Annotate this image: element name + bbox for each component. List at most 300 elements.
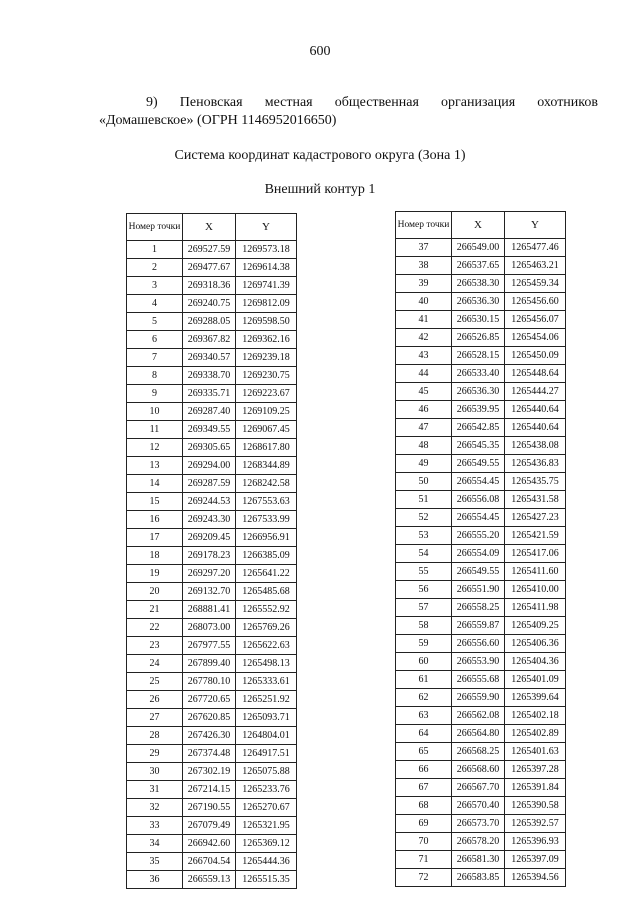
y-coordinate-cell: 1265463.21 [505,257,566,275]
y-coordinate-cell: 1265456.60 [505,293,566,311]
point-number-cell: 32 [127,799,183,817]
organization-heading-line2: «Домашевское» (ОГРН 1146952016650) [99,113,337,128]
table-row [127,871,297,889]
table-row [396,779,566,797]
table-row [127,763,297,781]
y-coordinate-cell: 1265498.13 [236,655,297,673]
point-number-cell: 66 [396,761,452,779]
x-coordinate-cell: 266704.54 [183,853,236,871]
y-coordinate-cell: 1265369.12 [236,835,297,853]
y-coordinate-cell: 1265399.64 [505,689,566,707]
point-number-cell: 25 [127,673,183,691]
x-coordinate-cell: 266558.25 [452,599,505,617]
y-coordinate-cell: 1265321.95 [236,817,297,835]
x-coordinate-cell: 269178.23 [183,547,236,565]
y-header: Y [505,212,566,239]
table-row [396,257,566,275]
y-coordinate-cell: 1265427.23 [505,509,566,527]
y-coordinate-cell: 1265402.18 [505,707,566,725]
point-number-cell: 19 [127,565,183,583]
x-coordinate-cell: 268073.00 [183,619,236,637]
y-coordinate-cell: 1265390.58 [505,797,566,815]
x-coordinate-cell: 269287.59 [183,475,236,493]
point-number-cell: 4 [127,295,183,313]
point-number-cell: 26 [127,691,183,709]
y-coordinate-cell: 1265075.88 [236,763,297,781]
table-row [127,295,297,313]
point-number-cell: 68 [396,797,452,815]
y-coordinate-cell: 1269598.50 [236,313,297,331]
point-number-cell: 69 [396,815,452,833]
point-number-cell: 24 [127,655,183,673]
y-coordinate-cell: 1265396.93 [505,833,566,851]
contour-title: Внешний контур 1 [264,182,376,197]
x-coordinate-cell: 267426.30 [183,727,236,745]
x-header: X [452,212,505,239]
y-coordinate-cell: 1265394.56 [505,869,566,887]
point-number-cell: 7 [127,349,183,367]
y-coordinate-cell: 1265515.35 [236,871,297,889]
table-header-row [396,212,566,239]
table-row [396,473,566,491]
point-number-cell: 59 [396,635,452,653]
x-coordinate-cell: 266549.00 [452,239,505,257]
point-number-cell: 30 [127,763,183,781]
x-coordinate-cell: 266536.30 [452,383,505,401]
x-coordinate-cell: 266554.09 [452,545,505,563]
table-row [127,853,297,871]
point-number-cell: 17 [127,529,183,547]
y-coordinate-cell: 1265270.67 [236,799,297,817]
table-row [396,383,566,401]
y-coordinate-cell: 1265391.84 [505,779,566,797]
y-coordinate-cell: 1265440.64 [505,419,566,437]
point-number-cell: 67 [396,779,452,797]
x-coordinate-cell: 266556.08 [452,491,505,509]
y-coordinate-cell: 1265454.06 [505,329,566,347]
y-coordinate-cell: 1264917.51 [236,745,297,763]
table-row [127,277,297,295]
y-coordinate-cell: 1265392.57 [505,815,566,833]
point-number-cell: 6 [127,331,183,349]
table-row [396,491,566,509]
point-number-cell: 29 [127,745,183,763]
y-coordinate-cell: 1265404.36 [505,653,566,671]
x-coordinate-cell: 266549.55 [452,455,505,473]
y-coordinate-cell: 1265436.83 [505,455,566,473]
point-number-cell: 20 [127,583,183,601]
point-number-cell: 50 [396,473,452,491]
table-row [396,761,566,779]
table-row [127,817,297,835]
y-coordinate-cell: 1265438.08 [505,437,566,455]
y-coordinate-cell: 1265401.63 [505,743,566,761]
x-coordinate-cell: 266542.85 [452,419,505,437]
table-row [396,293,566,311]
y-coordinate-cell: 1265410.00 [505,581,566,599]
page-number: 600 [309,44,331,59]
table-row [127,547,297,565]
table-row [127,835,297,853]
y-coordinate-cell: 1265459.34 [505,275,566,293]
table-row [396,707,566,725]
x-coordinate-cell: 266536.30 [452,293,505,311]
y-coordinate-cell: 1265417.06 [505,545,566,563]
y-coordinate-cell: 1265333.61 [236,673,297,691]
point-number-cell: 42 [396,329,452,347]
point-number-cell: 3 [127,277,183,295]
y-coordinate-cell: 1265440.64 [505,401,566,419]
point-number-cell: 54 [396,545,452,563]
point-number-cell: 12 [127,439,183,457]
point-number-cell: 36 [127,871,183,889]
table-row [127,493,297,511]
x-coordinate-cell: 269477.67 [183,259,236,277]
x-coordinate-cell: 267214.15 [183,781,236,799]
x-coordinate-cell: 268881.41 [183,601,236,619]
x-coordinate-cell: 267977.55 [183,637,236,655]
x-coordinate-cell: 266573.70 [452,815,505,833]
point-number-cell: 70 [396,833,452,851]
coordinates-table-right [395,211,566,887]
point-number-cell: 35 [127,853,183,871]
x-coordinate-cell: 266570.40 [452,797,505,815]
table-row [396,401,566,419]
x-coordinate-cell: 266533.40 [452,365,505,383]
point-number-header: Номер точки [396,212,452,239]
x-coordinate-cell: 269527.59 [183,241,236,259]
x-coordinate-cell: 267720.65 [183,691,236,709]
table-row [127,799,297,817]
x-coordinate-cell: 266567.70 [452,779,505,797]
point-number-header: Номер точки [127,214,183,241]
table-row [127,385,297,403]
x-coordinate-cell: 269288.05 [183,313,236,331]
table-row [396,455,566,473]
y-coordinate-cell: 1265397.09 [505,851,566,869]
x-coordinate-cell: 269349.55 [183,421,236,439]
y-coordinate-cell: 1265093.71 [236,709,297,727]
point-number-cell: 13 [127,457,183,475]
x-coordinate-cell: 269243.30 [183,511,236,529]
y-coordinate-cell: 1265448.64 [505,365,566,383]
y-coordinate-cell: 1265435.75 [505,473,566,491]
point-number-cell: 1 [127,241,183,259]
point-number-cell: 51 [396,491,452,509]
point-number-cell: 22 [127,619,183,637]
table-row [396,581,566,599]
table-row [127,619,297,637]
x-coordinate-cell: 266549.55 [452,563,505,581]
x-coordinate-cell: 266551.90 [452,581,505,599]
x-coordinate-cell: 269367.82 [183,331,236,349]
table-row [127,331,297,349]
x-coordinate-cell: 266537.65 [452,257,505,275]
point-number-cell: 10 [127,403,183,421]
y-coordinate-cell: 1266956.91 [236,529,297,547]
point-number-cell: 72 [396,869,452,887]
point-number-cell: 52 [396,509,452,527]
y-header: Y [236,214,297,241]
point-number-cell: 23 [127,637,183,655]
point-number-cell: 58 [396,617,452,635]
table-row [127,349,297,367]
table-row [127,421,297,439]
x-coordinate-cell: 269338.70 [183,367,236,385]
x-coordinate-cell: 266942.60 [183,835,236,853]
point-number-cell: 62 [396,689,452,707]
point-number-cell: 31 [127,781,183,799]
table-row [396,617,566,635]
point-number-cell: 60 [396,653,452,671]
table-row [127,709,297,727]
table-row [396,833,566,851]
x-coordinate-cell: 269340.57 [183,349,236,367]
x-coordinate-cell: 269305.65 [183,439,236,457]
x-coordinate-cell: 266554.45 [452,473,505,491]
table-row [396,689,566,707]
table-row [127,745,297,763]
point-number-cell: 46 [396,401,452,419]
table-row [396,419,566,437]
x-coordinate-cell: 266555.20 [452,527,505,545]
y-coordinate-cell: 1269239.18 [236,349,297,367]
table-row [396,437,566,455]
point-number-cell: 56 [396,581,452,599]
point-number-cell: 38 [396,257,452,275]
y-coordinate-cell: 1268242.58 [236,475,297,493]
table-row [396,275,566,293]
table-row [396,239,566,257]
table-row [127,313,297,331]
table-row [127,475,297,493]
table-row [396,347,566,365]
y-coordinate-cell: 1267553.63 [236,493,297,511]
point-number-cell: 44 [396,365,452,383]
table-row [396,743,566,761]
y-coordinate-cell: 1269109.25 [236,403,297,421]
x-coordinate-cell: 266553.90 [452,653,505,671]
table-row [396,563,566,581]
y-coordinate-cell: 1265401.09 [505,671,566,689]
table-header-row [127,214,297,241]
table-row [396,509,566,527]
point-number-cell: 64 [396,725,452,743]
coordinate-system-title: Система координат кадастрового округа (Зона 1) [174,148,466,163]
point-number-cell: 57 [396,599,452,617]
x-coordinate-cell: 266539.95 [452,401,505,419]
x-coordinate-cell: 266545.35 [452,437,505,455]
x-coordinate-cell: 267190.55 [183,799,236,817]
x-coordinate-cell: 266559.13 [183,871,236,889]
table-row [127,691,297,709]
x-coordinate-cell: 267079.49 [183,817,236,835]
point-number-cell: 16 [127,511,183,529]
x-coordinate-cell: 267302.19 [183,763,236,781]
table-row [396,653,566,671]
x-coordinate-cell: 266581.30 [452,851,505,869]
y-coordinate-cell: 1269230.75 [236,367,297,385]
y-coordinate-cell: 1265411.60 [505,563,566,581]
x-coordinate-cell: 269209.45 [183,529,236,547]
x-coordinate-cell: 269132.70 [183,583,236,601]
point-number-cell: 14 [127,475,183,493]
x-coordinate-cell: 266556.60 [452,635,505,653]
y-coordinate-cell: 1265641.22 [236,565,297,583]
table-row [127,583,297,601]
y-coordinate-cell: 1269614.38 [236,259,297,277]
point-number-cell: 43 [396,347,452,365]
y-coordinate-cell: 1265397.28 [505,761,566,779]
table-row [127,529,297,547]
point-number-cell: 47 [396,419,452,437]
table-row [127,637,297,655]
x-coordinate-cell: 266568.25 [452,743,505,761]
x-coordinate-cell: 266554.45 [452,509,505,527]
y-coordinate-cell: 1265552.92 [236,601,297,619]
x-coordinate-cell: 267780.10 [183,673,236,691]
y-coordinate-cell: 1269812.09 [236,295,297,313]
coordinates-table-left [126,213,297,889]
x-coordinate-cell: 266559.90 [452,689,505,707]
table-row [396,797,566,815]
table-row [127,259,297,277]
point-number-cell: 40 [396,293,452,311]
x-coordinate-cell: 266578.20 [452,833,505,851]
point-number-cell: 48 [396,437,452,455]
table-row [127,781,297,799]
y-coordinate-cell: 1266385.09 [236,547,297,565]
table-row [396,311,566,329]
point-number-cell: 9 [127,385,183,403]
table-row [396,527,566,545]
table-row [396,545,566,563]
y-coordinate-cell: 1265622.63 [236,637,297,655]
y-coordinate-cell: 1268344.89 [236,457,297,475]
y-coordinate-cell: 1265450.09 [505,347,566,365]
x-coordinate-cell: 269297.20 [183,565,236,583]
point-number-cell: 71 [396,851,452,869]
y-coordinate-cell: 1269573.18 [236,241,297,259]
table-row [396,599,566,617]
x-coordinate-cell: 269294.00 [183,457,236,475]
y-coordinate-cell: 1265402.89 [505,725,566,743]
point-number-cell: 55 [396,563,452,581]
point-number-cell: 8 [127,367,183,385]
y-coordinate-cell: 1265409.25 [505,617,566,635]
x-coordinate-cell: 267899.40 [183,655,236,673]
table-row [127,241,297,259]
y-coordinate-cell: 1269362.16 [236,331,297,349]
point-number-cell: 45 [396,383,452,401]
table-row [127,727,297,745]
x-coordinate-cell: 266528.15 [452,347,505,365]
x-coordinate-cell: 266564.80 [452,725,505,743]
point-number-cell: 61 [396,671,452,689]
y-coordinate-cell: 1265444.36 [236,853,297,871]
table-row [396,671,566,689]
point-number-cell: 63 [396,707,452,725]
table-row [127,673,297,691]
y-coordinate-cell: 1269067.45 [236,421,297,439]
table-row [127,403,297,421]
table-row [127,367,297,385]
point-number-cell: 15 [127,493,183,511]
point-number-cell: 33 [127,817,183,835]
x-coordinate-cell: 266568.60 [452,761,505,779]
table-row [396,851,566,869]
x-coordinate-cell: 266538.30 [452,275,505,293]
table-row [127,655,297,673]
y-coordinate-cell: 1269223.67 [236,385,297,403]
point-number-cell: 65 [396,743,452,761]
table-row [127,511,297,529]
table-row [127,439,297,457]
x-coordinate-cell: 267374.48 [183,745,236,763]
x-coordinate-cell: 266555.68 [452,671,505,689]
x-coordinate-cell: 266530.15 [452,311,505,329]
x-coordinate-cell: 267620.85 [183,709,236,727]
table-row [396,725,566,743]
table-row [127,565,297,583]
y-coordinate-cell: 1265769.26 [236,619,297,637]
point-number-cell: 18 [127,547,183,565]
y-coordinate-cell: 1265406.36 [505,635,566,653]
point-number-cell: 53 [396,527,452,545]
point-number-cell: 37 [396,239,452,257]
x-coordinate-cell: 269287.40 [183,403,236,421]
point-number-cell: 39 [396,275,452,293]
x-coordinate-cell: 266583.85 [452,869,505,887]
point-number-cell: 5 [127,313,183,331]
table-row [396,635,566,653]
table-row [396,329,566,347]
y-coordinate-cell: 1265251.92 [236,691,297,709]
point-number-cell: 21 [127,601,183,619]
table-row [396,365,566,383]
y-coordinate-cell: 1265456.07 [505,311,566,329]
y-coordinate-cell: 1265431.58 [505,491,566,509]
point-number-cell: 27 [127,709,183,727]
x-coordinate-cell: 266526.85 [452,329,505,347]
y-coordinate-cell: 1269741.39 [236,277,297,295]
x-coordinate-cell: 266562.08 [452,707,505,725]
table-row [396,869,566,887]
x-coordinate-cell: 269318.36 [183,277,236,295]
table-row [127,601,297,619]
y-coordinate-cell: 1265477.46 [505,239,566,257]
x-coordinate-cell: 269240.75 [183,295,236,313]
y-coordinate-cell: 1265421.59 [505,527,566,545]
point-number-cell: 34 [127,835,183,853]
table-row [127,457,297,475]
y-coordinate-cell: 1264804.01 [236,727,297,745]
point-number-cell: 49 [396,455,452,473]
organization-heading-line1: 9) Пеновская местная общественная организация охотников [146,95,598,110]
y-coordinate-cell: 1265233.76 [236,781,297,799]
x-header: X [183,214,236,241]
point-number-cell: 28 [127,727,183,745]
y-coordinate-cell: 1267533.99 [236,511,297,529]
y-coordinate-cell: 1265485.68 [236,583,297,601]
x-coordinate-cell: 269244.53 [183,493,236,511]
y-coordinate-cell: 1265411.98 [505,599,566,617]
table-row [396,815,566,833]
x-coordinate-cell: 269335.71 [183,385,236,403]
point-number-cell: 11 [127,421,183,439]
point-number-cell: 2 [127,259,183,277]
point-number-cell: 41 [396,311,452,329]
